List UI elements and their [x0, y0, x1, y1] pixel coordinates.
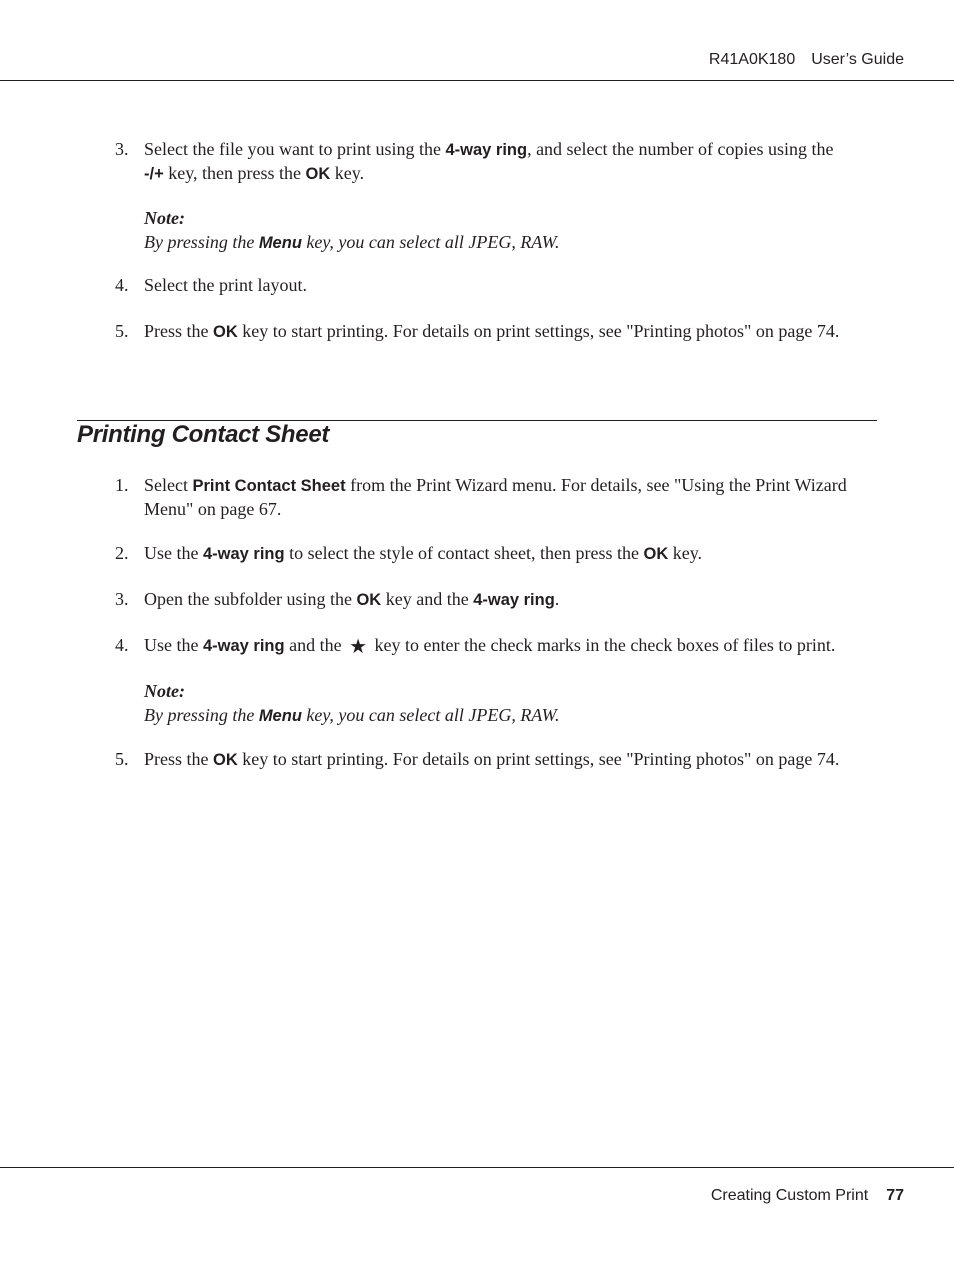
- page-header: [709, 51, 904, 69]
- list-text: [144, 542, 880, 566]
- bold-term: 4-way ring: [445, 141, 528, 159]
- list-number: 3.: [115, 589, 129, 609]
- text-run: Use the: [144, 543, 203, 563]
- list-number: 3.: [115, 139, 129, 159]
- bold-term: 4-way ring: [202, 637, 285, 655]
- list-number: 2.: [115, 543, 129, 563]
- list-text: [144, 748, 860, 772]
- text-run: Select: [144, 475, 193, 495]
- bold-term: OK: [643, 545, 669, 563]
- list-text: [144, 138, 880, 186]
- text-run: key, you can select all JPEG, RAW.: [301, 705, 560, 725]
- text-run: By pressing the: [144, 705, 259, 725]
- list-number: 5.: [115, 749, 129, 769]
- note-block: [144, 206, 880, 255]
- text-run: to select the style of contact sheet, then press the: [284, 543, 644, 563]
- list-number: 1.: [115, 475, 129, 495]
- footer-divider: [0, 1167, 954, 1168]
- page-footer: [711, 1187, 904, 1205]
- list-text: [144, 588, 880, 612]
- text-run: key, you can select all JPEG, RAW.: [301, 232, 560, 252]
- bold-term: 4-way ring: [473, 591, 555, 609]
- bold-term: Print Contact Sheet: [192, 477, 346, 495]
- header-divider: [0, 80, 954, 81]
- list-text: [144, 474, 880, 521]
- text-run: key to start printing. For details on print settings, see "Printing photos" on page 74.: [237, 321, 840, 341]
- text-run: Open the subfolder using the: [144, 589, 357, 609]
- bold-term: OK: [213, 323, 238, 341]
- document-code: R41A0K180: [708, 51, 796, 68]
- bold-term: OK: [356, 591, 382, 609]
- text-run: Use the: [144, 635, 203, 655]
- note-block: [144, 679, 880, 728]
- document-title: User’s Guide: [811, 51, 904, 68]
- chapter-title: Creating Custom Print: [710, 1187, 869, 1204]
- text-run: and the: [284, 635, 347, 655]
- list-text: [144, 634, 880, 659]
- list-number: 4.: [115, 635, 129, 655]
- note-text: [144, 703, 880, 728]
- text-run: Press the: [144, 321, 213, 341]
- bold-term: OK: [213, 751, 238, 769]
- text-run: key to start printing. For details on print settings, see "Printing photos" on page 74.: [237, 749, 840, 769]
- list-text: Select the print layout.: [144, 275, 307, 295]
- text-run: from the Print Wizard menu. For details, see "Using the Print Wizard Menu" on page 67.: [144, 475, 847, 519]
- text-run: key, then press the: [163, 163, 306, 183]
- text-run: Press the: [144, 749, 213, 769]
- bold-term: Menu: [258, 234, 302, 252]
- section-title: Printing Contact Sheet: [77, 421, 330, 448]
- text-run: Select the file you want to print using the: [144, 139, 446, 159]
- text-run: By pressing the: [144, 232, 259, 252]
- bold-term: 4-way ring: [202, 545, 285, 563]
- note-text: [144, 230, 880, 255]
- text-run: key.: [668, 543, 703, 563]
- bold-term: -/+: [144, 165, 164, 183]
- list-number: 4.: [115, 275, 129, 295]
- text-run: , and select the number of copies using the: [527, 139, 834, 159]
- note-label: Note:: [144, 208, 185, 228]
- text-run: key and the: [381, 589, 474, 609]
- text-run: key.: [330, 163, 365, 183]
- text-run: .: [554, 589, 560, 609]
- list-text: [144, 320, 860, 344]
- bold-term: OK: [305, 165, 331, 183]
- list-number: 5.: [115, 321, 129, 341]
- bold-term: Menu: [258, 707, 302, 725]
- text-run: key to enter the check marks in the check boxes of files to print.: [370, 635, 836, 655]
- note-label: Note:: [144, 681, 185, 701]
- star-key-icon: ★: [349, 636, 368, 658]
- page-number: 77: [886, 1187, 904, 1204]
